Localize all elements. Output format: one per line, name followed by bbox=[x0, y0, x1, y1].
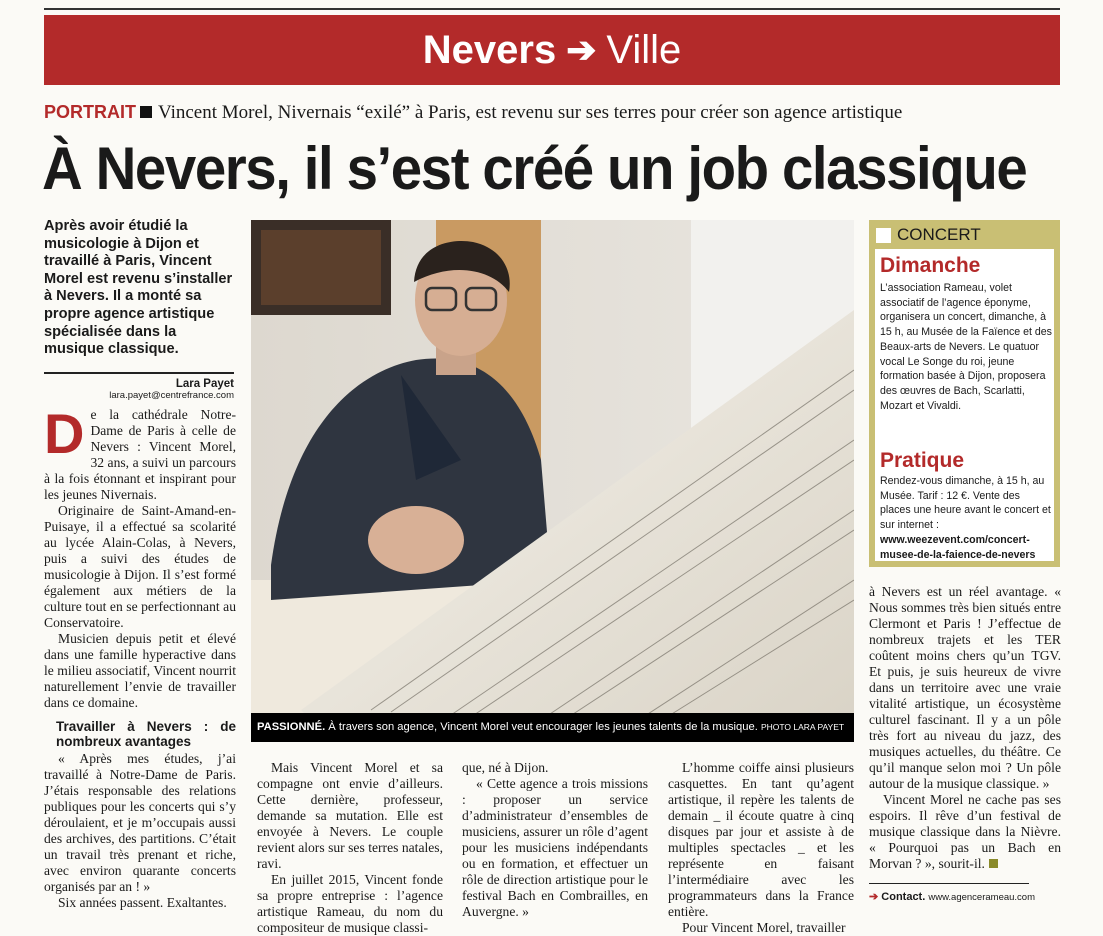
sidebar-title: CONCERT bbox=[897, 225, 981, 244]
end-mark-icon bbox=[989, 859, 998, 868]
article-paragraph: Mais Vincent Morel et sa compagne ont envie d’ailleurs. Cette dernière, professeur, demande sa mutation. Elle est envoyée à Nevers. Le couple revient alors sur ses terres natales, ravi. bbox=[257, 760, 443, 871]
kicker-text: Vincent Morel, Nivernais “exilé” à Paris, est revenu sur ses terres pour créer son agence artistique bbox=[158, 102, 903, 123]
portrait-photo bbox=[251, 220, 854, 742]
contact-url: www.agencerameau.com bbox=[928, 892, 1036, 903]
article-paragraph: L’homme coiffe ainsi plusieurs casquettes. En tant qu’agent artistique, il repère les talents de demain _ il écoute quatre à cinq disques par jour et assiste à de multiples spectacles _ et les représente en faisant l’intermédiaire avec les programmateurs dans la France entière. bbox=[668, 760, 854, 919]
article-column-5 bbox=[869, 584, 1061, 872]
sidebar-subheading: Pratique bbox=[880, 449, 965, 472]
headline: À Nevers, il s’est créé un job classique bbox=[42, 135, 1027, 202]
section-banner bbox=[44, 15, 1060, 85]
arrow-icon: ➔ bbox=[869, 891, 879, 903]
sidebar-text: L’association Rameau, volet associatif de l’agence éponyme, organisera un concert, dimanche, à 15 h, au Musée de la Faïence et des Beaux-arts de Nevers. Le quatuor vocal Le Songe du roi, jeune formation basée à Dijon, proposera des œuvres de Bach, Scarlatti, Mozart et Vivaldi. bbox=[880, 282, 1052, 412]
article-column-1 bbox=[44, 402, 236, 911]
photo-credit: PHOTO LARA PAYET bbox=[760, 722, 845, 732]
section-subname: Ville bbox=[606, 27, 682, 72]
square-bullet-icon bbox=[876, 228, 891, 243]
arrow-icon: ➔ bbox=[566, 29, 597, 70]
article-paragraph: Vincent Morel ne cache pas ses espoirs. Il rêve d’un festival de musique classique dans la Nièvre. « Pourquoi pas un Bach en Morvan ? », sourit-il. bbox=[869, 792, 1061, 871]
sidebar-subheading: Dimanche bbox=[880, 254, 981, 277]
article-paragraph: En juillet 2015, Vincent fonde sa propre entreprise : l’agence artistique Rameau, du nom du compositeur de musique classi- bbox=[257, 872, 443, 935]
article-paragraph: Six années passent. Exaltantes. bbox=[58, 895, 227, 910]
article-paragraph: De la cathédrale Notre-Dame de Paris à celle de Nevers : Vincent Morel, 32 ans, a suivi un parcours à la fois étonnant et inspirant pour les jeunes Nivernais. bbox=[44, 402, 236, 502]
contact-label: Contact. bbox=[881, 891, 926, 903]
top-rule bbox=[44, 8, 1060, 10]
sidebar-text: Rendez-vous dimanche, à 15 h, au Musée. Tarif : 12 €. Vente des places une heure avant le concert et sur internet : www.weezevent.com/concert-musee-de-la-faience-de-nevers bbox=[880, 475, 1051, 561]
article-column-2 bbox=[257, 760, 443, 936]
lead-paragraph: Après avoir étudié la musicologie à Dijon et travaillé à Paris, Vincent Morel est revenu s’installer à Nevers. Il a monté sa propre agence artistique spécialisée dans la musique classique. bbox=[44, 218, 233, 358]
caption-label: PASSIONNÉ. bbox=[257, 721, 326, 733]
author-email: lara.payet@centrefrance.com bbox=[109, 390, 234, 401]
contact-line bbox=[869, 883, 1036, 903]
article-paragraph: que, né à Dijon. bbox=[462, 760, 549, 775]
article-column-4 bbox=[668, 760, 854, 936]
article-paragraph: à Nevers est un réel avantage. « Nous sommes très bien situés entre Clermont et Paris ! J’effectue de nombreux trajets et les TER coûtent moins chers qu’un TGV. Et puis, je suis heureux de vivre dans un territoire avec une vraie vitalité artistique, un écosystème culturel fascinant. Il y a un pôle très fort au niveau du jazz, des musiques actuelles, du théâtre. Ce qu’il manque selon moi ? Un pôle autour de la musique classique. » bbox=[869, 584, 1061, 791]
kicker bbox=[44, 102, 1060, 124]
caption-text: À travers son agence, Vincent Morel veut encourager les jeunes talents de la musique. bbox=[328, 721, 758, 733]
article-paragraph: « Cette agence a trois missions : proposer un service d’administrateur d’ensembles de musiciens, assurer un rôle d’agent pour les musiciens indépendants ou en formation, et effectuer un rôle de direction artistique pour le festival Bach en Combrailles, en Auvergne. » bbox=[462, 776, 648, 919]
byline bbox=[44, 372, 234, 401]
square-bullet-icon bbox=[140, 106, 152, 118]
sidebar-header bbox=[876, 225, 981, 245]
drop-cap: D bbox=[44, 402, 85, 465]
article-column-3 bbox=[462, 760, 648, 920]
author-name: Lara Payet bbox=[175, 378, 234, 390]
photo-caption bbox=[251, 713, 854, 742]
event-link: www.weezevent.com/concert-musee-de-la-faience-de-nevers bbox=[880, 533, 1036, 561]
article-paragraph: Pour Vincent Morel, travailler bbox=[682, 920, 846, 935]
subheading: Travailler à Nevers : de nombreux avantages bbox=[56, 719, 236, 749]
article-paragraph: Originaire de Saint-Amand-en-Puisaye, il a effectué sa scolarité au lycée Alain-Colas, à Nevers, puis a suivi des études de musicologie à Dijon. Il s’est formé également aux métiers de la culture tout en se perfectionnant au Conservatoire. bbox=[44, 503, 236, 630]
kicker-tag: PORTRAIT bbox=[44, 102, 136, 122]
article-paragraph: « Après mes études, j’ai travaillé à Notre-Dame de Paris. J’étais responsable des relations publiques pour les concerts qui s’y déroulaient, et je m’occupais aussi des archives, des partitions. C’était un travail très prenant et riche, avec environ quarante concerts organisés par an ! » bbox=[44, 751, 236, 894]
section-name: Nevers bbox=[422, 27, 557, 72]
article-paragraph: Musicien depuis petit et élevé dans une famille hyperactive dans le milieu associatif, Vincent nourrit naturellement l’envie de travailler dans ce domaine. bbox=[44, 631, 236, 710]
